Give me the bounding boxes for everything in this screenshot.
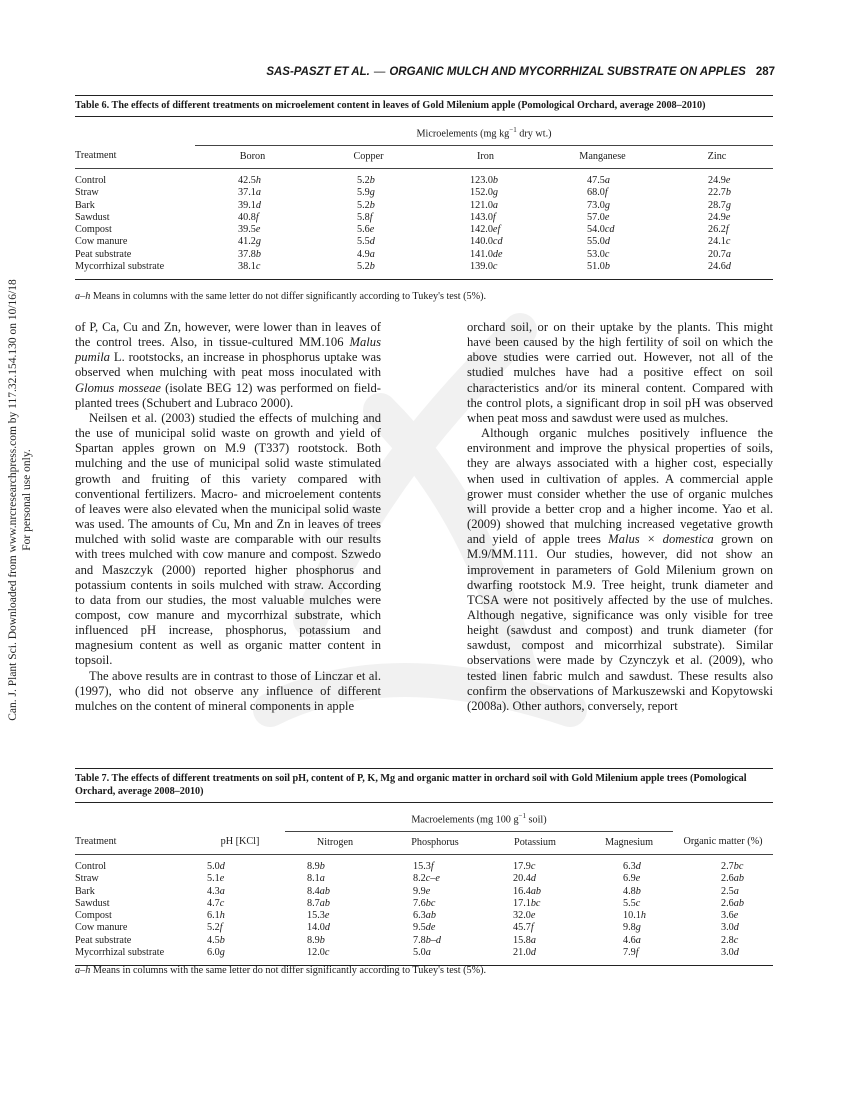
- column-header: Iron: [427, 145, 544, 168]
- value-cell: 57.0e: [587, 211, 610, 223]
- table-row: [75, 187, 773, 199]
- value-cell: 5.5d: [357, 236, 375, 248]
- download-notice-line2: For personal use only.: [21, 449, 33, 551]
- treatment-cell: Cow manure: [75, 922, 128, 934]
- treatment-cell: Control: [75, 860, 107, 872]
- value-cell: 24.6d: [661, 261, 773, 280]
- value-cell: 24.9e: [708, 211, 731, 223]
- value-cell: 4.3a: [207, 885, 225, 897]
- header-title: ORGANIC MULCH AND MYCORRHIZAL SUBSTRATE ON APPLES: [389, 66, 746, 78]
- table-row: [75, 168, 773, 187]
- value-cell: 8.1a: [307, 873, 325, 885]
- value-cell: 15.3e: [307, 910, 330, 922]
- treatment-cell: Cow manure: [75, 236, 128, 248]
- value-cell: 24.1c: [708, 236, 731, 248]
- table-row: [75, 922, 773, 934]
- value-cell: 28.7g: [708, 199, 731, 211]
- value-cell: 3.6e: [721, 910, 739, 922]
- table-row: [75, 935, 773, 947]
- treatment-cell: Compost: [75, 224, 112, 236]
- value-cell: 9.8g: [623, 922, 641, 934]
- value-cell: 9.5de: [413, 922, 436, 934]
- paragraph: Although organic mulches positively influence the environment and improve the physical properties of soils, they are always associated with a higher cost, especially when used in cultivation of apples. A commercial apple grower must consider whether the use of organic mulches will provide a better crop and a higher income. Yao et al. (2009) showed that mulching increased vegetative growth and yield of apple trees Malus × domestica grown on M.9/MM.111. Our studies, however, did not show an improvement in parameters of Gold Milenium grown on dwarfing rootstock M.9. Tree height, trunk diameter and TCSA were not positively affected by the use of mulches. Although negative, significance was only visible for tree height (sawdust and compost) and trunk diameter (for sawdust, compost and micorrhizal substrate). Similar observations were made by Czynczyk et al. (2009), who tested linen fabric mulch and sawdust. These results also confirm the observations of Markuszewski and Kopytowski (2008a). Other authors, conversely, report: [467, 426, 773, 713]
- value-cell: 2.6ab: [721, 873, 744, 885]
- value-cell: 54.0cd: [587, 224, 615, 236]
- value-cell: 41.2g: [238, 236, 261, 248]
- value-cell: 5.8f: [357, 211, 373, 223]
- treatment-cell: Mycorrhizal substrate: [75, 947, 195, 966]
- value-cell: 4.8b: [623, 885, 641, 897]
- table-row: [75, 249, 773, 261]
- table-row: [75, 200, 773, 212]
- value-cell: 2.8c: [721, 934, 739, 946]
- value-cell: 5.9g: [357, 187, 375, 199]
- table-7-grid: [75, 803, 773, 966]
- paragraph: Neilsen et al. (2003) studied the effects of mulching and the use of municipal solid waste on growth and yield of Spartan apples grown on M.9 (T337) rootstock. Both mulching and the use of municipal solid waste stimulated growth and fruiting of this variety compared with conventional fertilizers. Macro- and microelement contents of leaves were also elevated when the municipal solid waste was used. The amounts of Cu, Mn and Zn in leaves of trees mulched with solid waste are comparable with our results with trees mulched with cow manure and compost. Szwedo and Maszczyk (2000) reported higher phosphorus and potassium contents in soils mulched with straw. According to data from our studies, the most valuable mulches were compost, cow manure and mycorrhizal substrate, which influenced pH increase, phosphorus, potassium and magnesium content as well as organic matter content in topsoil.: [75, 410, 381, 668]
- value-cell: 47.5a: [587, 174, 610, 186]
- table-6-group-header: Microelements (mg $kg^{-1}$ dry wt.): [195, 117, 773, 145]
- value-cell: 55.0d: [587, 236, 610, 248]
- value-cell: 20.7a: [708, 248, 731, 260]
- column-header: Nitrogen: [285, 831, 385, 854]
- column-header: Treatment: [75, 831, 195, 854]
- value-cell: 5.5c: [623, 897, 641, 909]
- column-header: Boron: [195, 145, 310, 168]
- value-cell: 39.5e: [238, 224, 261, 236]
- treatment-cell: Bark: [75, 885, 95, 897]
- value-cell: 9.9e: [413, 885, 431, 897]
- page-number: 287: [755, 66, 775, 78]
- value-cell: 6.3ab: [413, 910, 436, 922]
- value-cell: 32.0e: [513, 910, 536, 922]
- value-cell: 6.9e: [623, 873, 641, 885]
- header-separator: —: [373, 66, 386, 78]
- body-right-column: [467, 320, 773, 714]
- value-cell: 5.6e: [357, 224, 375, 236]
- table-7-footnote: a–h Means in columns with the same letter do not differ significantly according to Tukey's test (5%).: [75, 965, 487, 976]
- treatment-cell: Sawdust: [75, 211, 110, 223]
- value-cell: 12.0c: [285, 947, 385, 966]
- treatment-cell: Sawdust: [75, 897, 110, 909]
- value-cell: 7.9f: [585, 947, 673, 966]
- value-cell: 139.0c: [427, 261, 544, 280]
- value-cell: 6.1h: [207, 910, 225, 922]
- value-cell: 73.0g: [587, 199, 610, 211]
- value-cell: 5.2b: [310, 261, 427, 280]
- value-cell: 22.7b: [708, 187, 731, 199]
- value-cell: 68.0f: [587, 187, 608, 199]
- treatment-cell: Peat substrate: [75, 248, 132, 260]
- paragraph: The above results are in contrast to those of Linczar et al. (1997), who did not observe any influence of different mulches on the content of mineral components in apple: [75, 668, 381, 713]
- value-cell: 37.8b: [238, 248, 261, 260]
- treatment-cell: Mycorrhizal substrate: [75, 261, 195, 280]
- column-header: Organic matter (%): [673, 831, 773, 854]
- value-cell: 121.0a: [470, 199, 499, 211]
- value-cell: 21.0d: [485, 947, 585, 966]
- column-header: Manganese: [544, 145, 661, 168]
- value-cell: 4.5b: [207, 934, 225, 946]
- table-6-footnote: a–h Means in columns with the same letter do not differ significantly according to Tukey's test (5%).: [75, 291, 487, 302]
- value-cell: 15.3f: [413, 860, 434, 872]
- value-cell: 51.0b: [544, 261, 661, 280]
- value-cell: 42.5h: [238, 174, 261, 186]
- table-6: [75, 95, 773, 280]
- value-cell: 4.6a: [623, 934, 641, 946]
- table-7-caption: Table 7. The effects of different treatments on soil pH, content of P, K, Mg and organic matter in orchard soil with Gold Milenium apple trees (Pomological Orchard, average 2008–2010): [75, 768, 773, 803]
- table-row: [75, 886, 773, 898]
- value-cell: 5.0d: [207, 860, 225, 872]
- value-cell: 7.6bc: [413, 897, 436, 909]
- value-cell: 5.2f: [207, 922, 223, 934]
- value-cell: 20.4d: [513, 873, 536, 885]
- table-7: [75, 768, 773, 966]
- value-cell: 5.2b: [357, 199, 375, 211]
- value-cell: 5.0a: [385, 947, 485, 966]
- download-notice: [6, 100, 34, 900]
- table-row: [75, 898, 773, 910]
- treatment-cell: Peat substrate: [75, 934, 132, 946]
- value-cell: 10.1h: [623, 910, 646, 922]
- paragraph: orchard soil, or on their uptake by the plants. This might have been caused by the high fertility of soil on which the above studies were carried out. However, not all of the studied mulches have had a positive effect on soil characteristics and/or its mineral content. Compared with the control plots, a significant drop in soil pH was observed when peat moss and sawdust were used as mulches.: [467, 320, 773, 425]
- value-cell: 6.0g: [195, 947, 285, 966]
- value-cell: 123.0b: [470, 174, 499, 186]
- value-cell: 143.0f: [470, 211, 496, 223]
- value-cell: 45.7f: [513, 922, 534, 934]
- value-cell: 37.1a: [238, 187, 261, 199]
- value-cell: 17.1bc: [513, 897, 541, 909]
- column-header: Copper: [310, 145, 427, 168]
- value-cell: 7.8b–d: [413, 934, 442, 946]
- value-cell: 142.0ef: [470, 224, 501, 236]
- body-left-column: [75, 320, 381, 714]
- value-cell: 2.6ab: [721, 897, 744, 909]
- table-row: [75, 261, 773, 280]
- value-cell: 2.5a: [721, 885, 739, 897]
- value-cell: 8.9b: [307, 860, 325, 872]
- header-authors: SAS-PASZT ET AL.: [266, 66, 370, 78]
- value-cell: 24.9e: [708, 174, 731, 186]
- value-cell: 2.7bc: [721, 860, 744, 872]
- value-cell: 8.9b: [307, 934, 325, 946]
- value-cell: 141.0de: [470, 248, 503, 260]
- value-cell: 5.1e: [207, 873, 225, 885]
- table-row: [75, 236, 773, 248]
- value-cell: 26.2f: [708, 224, 729, 236]
- value-cell: 14.0d: [307, 922, 330, 934]
- paragraph: of P, Ca, Cu and Zn, however, were lower than in leaves of the control trees. Also, in tissue-cultured MM.106 Malus pumila L. rootstocks, an increase in phosphorus uptake was observed when mulching with peat moss inoculated with Glomus mosseae (isolate BEG 12) was performed on field-planted trees (Schubert and Lubraco 2000).: [75, 320, 381, 410]
- value-cell: 40.8f: [238, 211, 259, 223]
- column-header: Phosphorus: [385, 831, 485, 854]
- value-cell: 15.8a: [513, 934, 536, 946]
- treatment-cell: Compost: [75, 910, 112, 922]
- value-cell: 4.7c: [207, 897, 225, 909]
- value-cell: 4.9a: [357, 248, 375, 260]
- value-cell: 17.9c: [513, 860, 536, 872]
- value-cell: 8.4ab: [307, 885, 330, 897]
- value-cell: 39.1d: [238, 199, 261, 211]
- column-header: pH [KCl]: [195, 831, 285, 854]
- value-cell: 38.1c: [195, 261, 310, 280]
- column-header: Zinc: [661, 145, 773, 168]
- table-row: [75, 947, 773, 966]
- value-cell: 6.3d: [623, 860, 641, 872]
- value-cell: 16.4ab: [513, 885, 542, 897]
- table-row: [75, 873, 773, 885]
- table-6-caption: Table 6. The effects of different treatments on microelement content in leaves of Gold Milenium apple (Pomological Orchard, average 2008–2010): [75, 95, 773, 117]
- table-7-group-header: Macroelements (mg 100 $g^{-1}$ soil): [285, 803, 673, 831]
- table-6-grid: [75, 117, 773, 280]
- value-cell: 152.0g: [470, 187, 499, 199]
- table-row: [75, 854, 773, 873]
- treatment-cell: Bark: [75, 199, 95, 211]
- value-cell: 3.0d: [721, 922, 739, 934]
- column-header: Potassium: [485, 831, 585, 854]
- running-header: [75, 66, 775, 78]
- value-cell: 8.7ab: [307, 897, 330, 909]
- treatment-cell: Straw: [75, 873, 99, 885]
- value-cell: 5.2b: [357, 174, 375, 186]
- table-row: [75, 212, 773, 224]
- treatment-cell: Straw: [75, 187, 99, 199]
- value-cell: 8.2c–e: [413, 873, 440, 885]
- treatment-cell: Control: [75, 174, 107, 186]
- column-header: Treatment: [75, 145, 195, 168]
- column-header: Magnesium: [585, 831, 673, 854]
- table-row: [75, 910, 773, 922]
- value-cell: 3.0d: [673, 947, 773, 966]
- download-notice-line1: Can. J. Plant Sci. Downloaded from www.nrcresearchpress.com by 117.32.154.130 on 10/16/18: [7, 279, 19, 721]
- table-row: [75, 224, 773, 236]
- value-cell: 140.0cd: [470, 236, 503, 248]
- value-cell: 53.0c: [587, 248, 610, 260]
